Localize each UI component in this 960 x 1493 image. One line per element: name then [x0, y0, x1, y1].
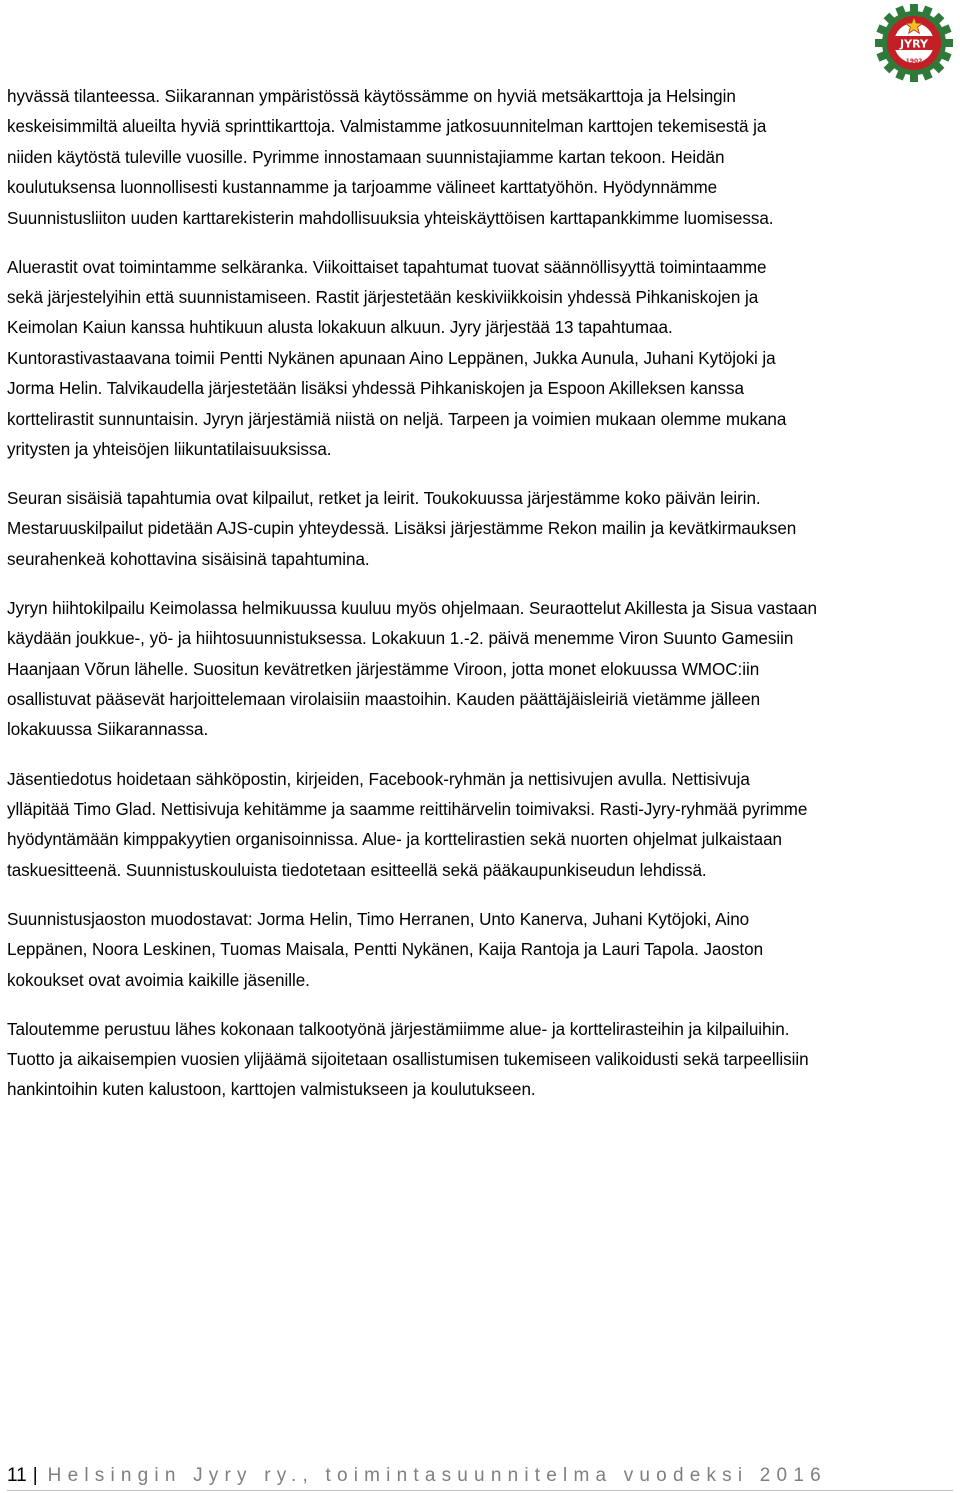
- logo-text: JYRY: [900, 37, 928, 51]
- text-line: Mestaruuskilpailut pidetään AJS-cupin yhteydessä. Lisäksi järjestämme Rekon mailin ja kevätkirmauksen: [7, 519, 797, 539]
- page-footer: [0, 1464, 960, 1493]
- text-line: lokakuussa Siikarannassa.: [7, 720, 209, 740]
- text-line: Aluerastit ovat toimintamme selkäranka. Viikoittaiset tapahtumat tuovat säännöllisyyttä toimintaamme: [7, 257, 767, 277]
- paragraph: [7, 905, 953, 996]
- text-line: koulutuksensa luonnollisesti kustannamme ja tarjoamme välineet karttatyöhön. Hyödynnämme: [7, 178, 718, 198]
- text-line: Keimolan Kaiun kanssa huhtikuun alusta lokakuun alkuun. Jyry järjestää 13 tapahtumaa.: [7, 318, 673, 338]
- paragraph: [7, 594, 953, 746]
- paragraph: [7, 484, 953, 575]
- page-number: 11: [7, 1465, 27, 1486]
- text-line: Jäsentiedotus hoidetaan sähköpostin, kirjeiden, Facebook-ryhmän ja nettisivujen avulla. Nettisivuja: [7, 769, 750, 789]
- text-line: kokoukset ovat avoimia kaikille jäsenille.: [7, 970, 310, 990]
- paragraph: [7, 765, 953, 887]
- text-line: hankintoihin kuten kalustoon, karttojen valmistukseen ja koulutukseen.: [7, 1080, 536, 1100]
- club-logo: [874, 3, 954, 83]
- footer-text: Helsingin Jyry ry., toimintasuunnitelma vuodeksi 2016: [47, 1465, 827, 1486]
- text-line: Suunnistusliiton uuden karttarekisterin mahdollisuuksia yhteiskäyttöisen karttapankkimme luomisessa.: [7, 208, 774, 228]
- paragraph: [7, 1015, 953, 1106]
- text-line: hyödyntämään kimppakyytien organisoinnissa. Alue- ja korttelirastien sekä nuorten ohjelmat julkaistaan: [7, 830, 782, 850]
- text-line: Seuran sisäisiä tapahtumia ovat kilpailut, retket ja leirit. Toukokuussa järjestämme koko päivän leirin.: [7, 489, 761, 509]
- document-body: [7, 82, 953, 1125]
- text-line: seurahenkeä kohottavina sisäisinä tapahtumina.: [7, 549, 370, 569]
- text-line: niiden käytöstä tuleville vuosille. Pyrimme innostamaan suunnistajiamme kartan tekoon. Heidän: [7, 147, 725, 167]
- text-line: taskuesitteenä. Suunnistuskouluista tiedotetaan esitteellä sekä pääkaupunkiseudun lehdissä.: [7, 860, 707, 880]
- text-line: Jyryn hiihtokilpailu Keimolassa helmikuussa kuuluu myös ohjelmaan. Seuraottelut Akillesta ja Sisua vastaan: [7, 598, 817, 618]
- text-line: ylläpitää Timo Glad. Nettisivuja kehitämme ja saamme reittihärvelin toimivaksi. Rasti-Jyry-ryhmää pyrimme: [7, 799, 808, 819]
- text-line: hyvässä tilanteessa. Siikarannan ympäristössä käytössämme on hyviä metsäkarttoja ja Helsingin: [7, 87, 736, 106]
- text-line: Taloutemme perustuu lähes kokonaan talkootyönä järjestämiimme alue- ja korttelirasteihin ja kilpailuihin.: [7, 1019, 790, 1039]
- footer-separator: |: [32, 1465, 38, 1486]
- text-line: sekä järjestelyihin että suunnistamiseen. Rastit järjestetään keskiviikkoisin yhdessä Pihkaniskojen ja: [7, 288, 759, 308]
- logo-year: 1902: [905, 58, 923, 65]
- text-line: Tuotto ja aikaisempien vuosien ylijäämä sijoitetaan osallistumisen tukemiseen valikoidusti sekä tarpeellisiin: [7, 1050, 809, 1070]
- paragraph: [7, 253, 953, 466]
- text-line: korttelirastit sunnuntaisin. Jyryn järjestämiä niistä on neljä. Tarpeen ja voimien mukaan olemme mukana: [7, 409, 787, 429]
- text-line: Jorma Helin. Talvikaudella järjestetään lisäksi yhdessä Pihkaniskojen ja Espoon Akilleksen kanssa: [7, 379, 744, 399]
- paragraph: [7, 82, 953, 234]
- text-line: Suunnistusjaoston muodostavat: Jorma Helin, Timo Herranen, Unto Kanerva, Juhani Kytöjoki, Aino: [7, 909, 750, 929]
- text-line: yritysten ja yhteisöjen liikuntatilaisuuksissa.: [7, 439, 332, 459]
- footer-rule: [7, 1490, 953, 1491]
- text-line: Kuntorastivastaavana toimii Pentti Nykänen apunaan Aino Leppänen, Jukka Aunula, Juhani Kytöjoki ja: [7, 348, 776, 368]
- text-line: Leppänen, Noora Leskinen, Tuomas Maisala, Pentti Nykänen, Kaija Rantoja ja Lauri Tapola. Jaoston: [7, 940, 764, 960]
- text-line: keskeisimmiltä alueilta hyviä sprinttikarttoja. Valmistamme jatkosuunnitelman karttojen tekemisestä ja: [7, 117, 767, 137]
- text-line: käydään joukkue-, yö- ja hiihtosuunnistuksessa. Lokakuun 1.-2. päivä menemme Viron Suunto Gamesiin: [7, 629, 794, 649]
- text-line: osallistuvat pääsevät harjoittelemaan virolaisiin maastoihin. Kauden päättäjäisleiriä vietämme jälleen: [7, 690, 761, 710]
- text-line: Haanjaan Võrun lähelle. Suositun kevätretken järjestämme Viroon, jotta monet elokuussa WMOC:iin: [7, 659, 760, 679]
- jyry-emblem-icon: [874, 3, 954, 83]
